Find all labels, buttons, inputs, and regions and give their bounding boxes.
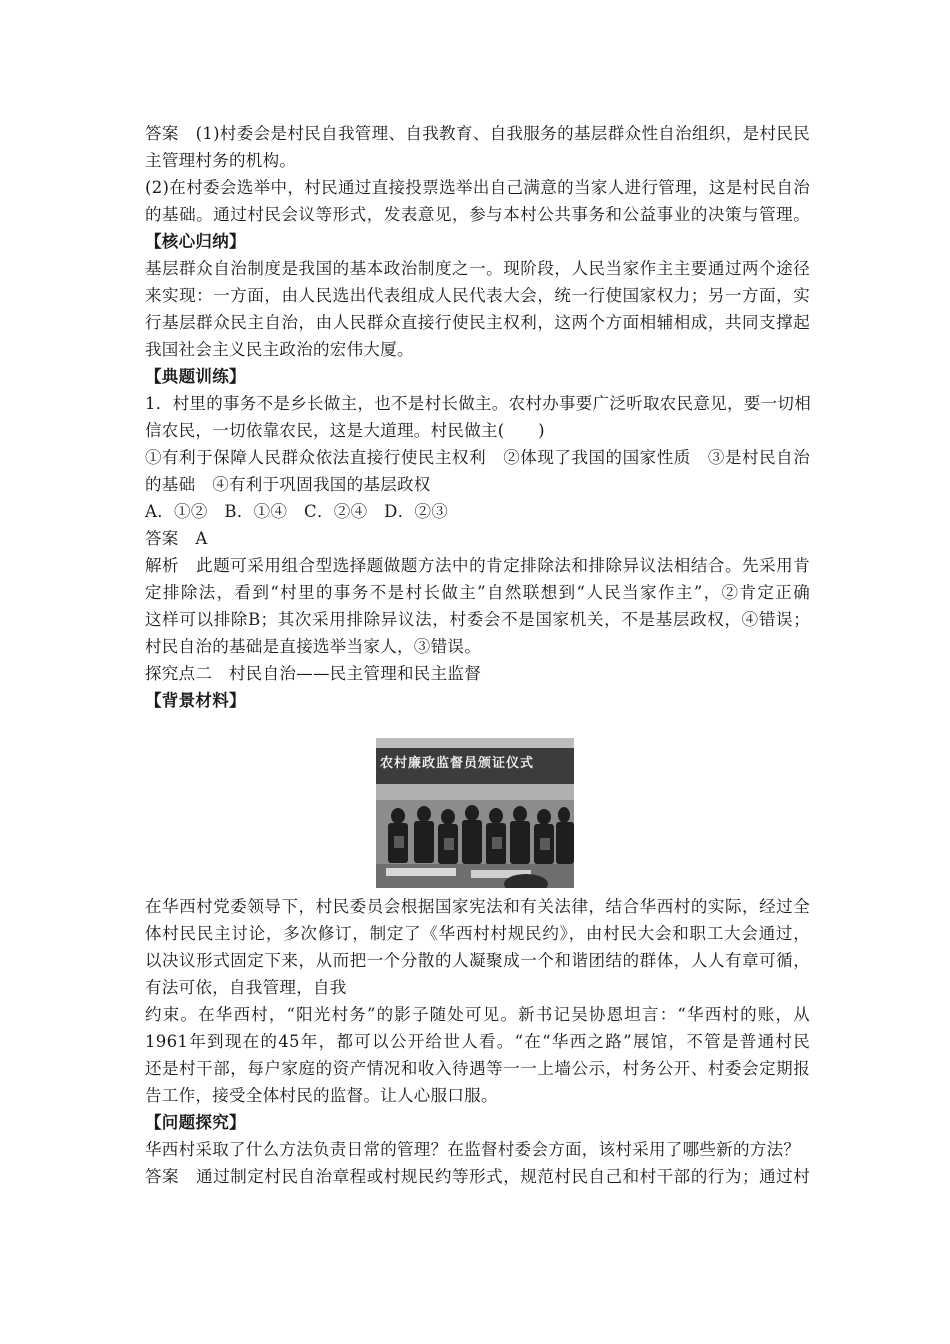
explore-point-heading: 探究点二 村民自治——民主管理和民主监督 <box>145 664 481 683</box>
background-line-7: 还是村干部，每户家庭的资产情况和收入待遇等一一上墙公示，村务公开、村委会定期报 <box>145 1059 810 1078</box>
analysis-line-2: 定排除法，看到“村里的事务不是村长做主”自然联想到“人民当家作主”，②肯定正确 <box>145 583 810 602</box>
options-line-1: ①有利于保障人民群众依法直接行使民主权利 ②体现了我国的国家性质 ③是村民自治 <box>145 448 810 467</box>
background-line-3: 以决议形式固定下来，从而把一个分散的人凝聚成一个和谐团结的群体，人人有章可循， <box>145 951 810 970</box>
answer-line-3: (2)在村委会选举中，村民通过直接投票选举出自己满意的当家人进行管理，这是村民自治 <box>145 178 810 197</box>
core-line-2: 来实现：一方面，由人民选出代表组成人民代表大会，统一行使国家权力；另一方面，实 <box>145 286 810 305</box>
answer-line-1: 答案 (1)村委会是村民自我管理、自我教育、自我服务的基层群众性自治组织，是村民民 <box>145 124 810 143</box>
core-line-1: 基层群众自治制度是我国的基本政治制度之一。现阶段，人民当家作主主要通过两个途径 <box>145 259 810 278</box>
answer-line-4: 的基础。通过村民会议等形式，发表意见，参与本村公共事务和公益事业的决策与管理。 <box>145 205 810 224</box>
background-line-8: 告工作，接受全体村民的监督。让人心服口服。 <box>145 1086 498 1105</box>
question-line-2: 信农民，一切依靠农民，这是大道理。村民做主( ) <box>145 421 545 440</box>
background-line-4: 有法可依，自我管理，自我 <box>145 978 347 997</box>
ceremony-photo <box>376 738 574 888</box>
background-line-5: 约束。在华西村，“阳光村务”的影子随处可见。新书记吴协恩坦言：“华西村的账，从 <box>145 1005 810 1024</box>
section-heading-core: 【核心归纳】 <box>145 232 246 251</box>
choices-line: A．①② B．①④ C．②④ D．②③ <box>145 502 449 521</box>
answer-line-2: 主管理村务的机构。 <box>145 151 297 170</box>
section-heading-background: 【背景材料】 <box>145 691 246 710</box>
inquiry-question: 华西村采取了什么方法负责日常的管理？在监督村委会方面，该村采用了哪些新的方法？ <box>145 1140 801 1159</box>
options-line-2: 的基础 ④有利于巩固我国的基层政权 <box>145 475 431 494</box>
section-heading-exercise: 【典题训练】 <box>145 367 246 386</box>
analysis-line-4: 村民自治的基础是直接选举当家人，③错误。 <box>145 637 481 656</box>
background-line-1: 在华西村党委领导下，村民委员会根据国家宪法和有关法律，结合华西村的实际，经过全 <box>145 897 810 916</box>
analysis-line-3: 这样可以排除B；其次采用排除异议法，村委会不是国家机关，不是基层政权，④错误； <box>145 610 810 629</box>
question-line-1: 1．村里的事务不是乡长做主，也不是村长做主。农村办事要广泛听取农民意见，要一切相 <box>145 394 811 413</box>
core-line-4: 我国社会主义民主政治的宏伟大厦。 <box>145 340 414 359</box>
inquiry-answer: 答案 通过制定村民自治章程或村规民约等形式，规范村民自己和村干部的行为；通过村 <box>145 1167 810 1186</box>
section-heading-inquiry: 【问题探究】 <box>145 1113 246 1132</box>
background-line-2: 体村民民主讨论，多次修订，制定了《华西村村规民约》，由村民大会和职工大会通过， <box>145 924 810 943</box>
core-line-3: 行基层群众民主自治，由人民群众直接行使民主权利，这两个方面相辅相成，共同支撑起 <box>145 313 810 332</box>
answer-a-line: 答案 A <box>145 529 208 548</box>
photo-banner-text: 农村廉政监督员颁证仪式 <box>380 756 535 771</box>
analysis-line-1: 解析 此题可采用组合型选择题做题方法中的肯定排除法和排除异议法相结合。先采用肯 <box>145 556 810 575</box>
background-line-6: 1961年到现在的45年，都可以公开给世人看。“在“华西之路”展馆，不管是普通村民 <box>145 1032 810 1051</box>
